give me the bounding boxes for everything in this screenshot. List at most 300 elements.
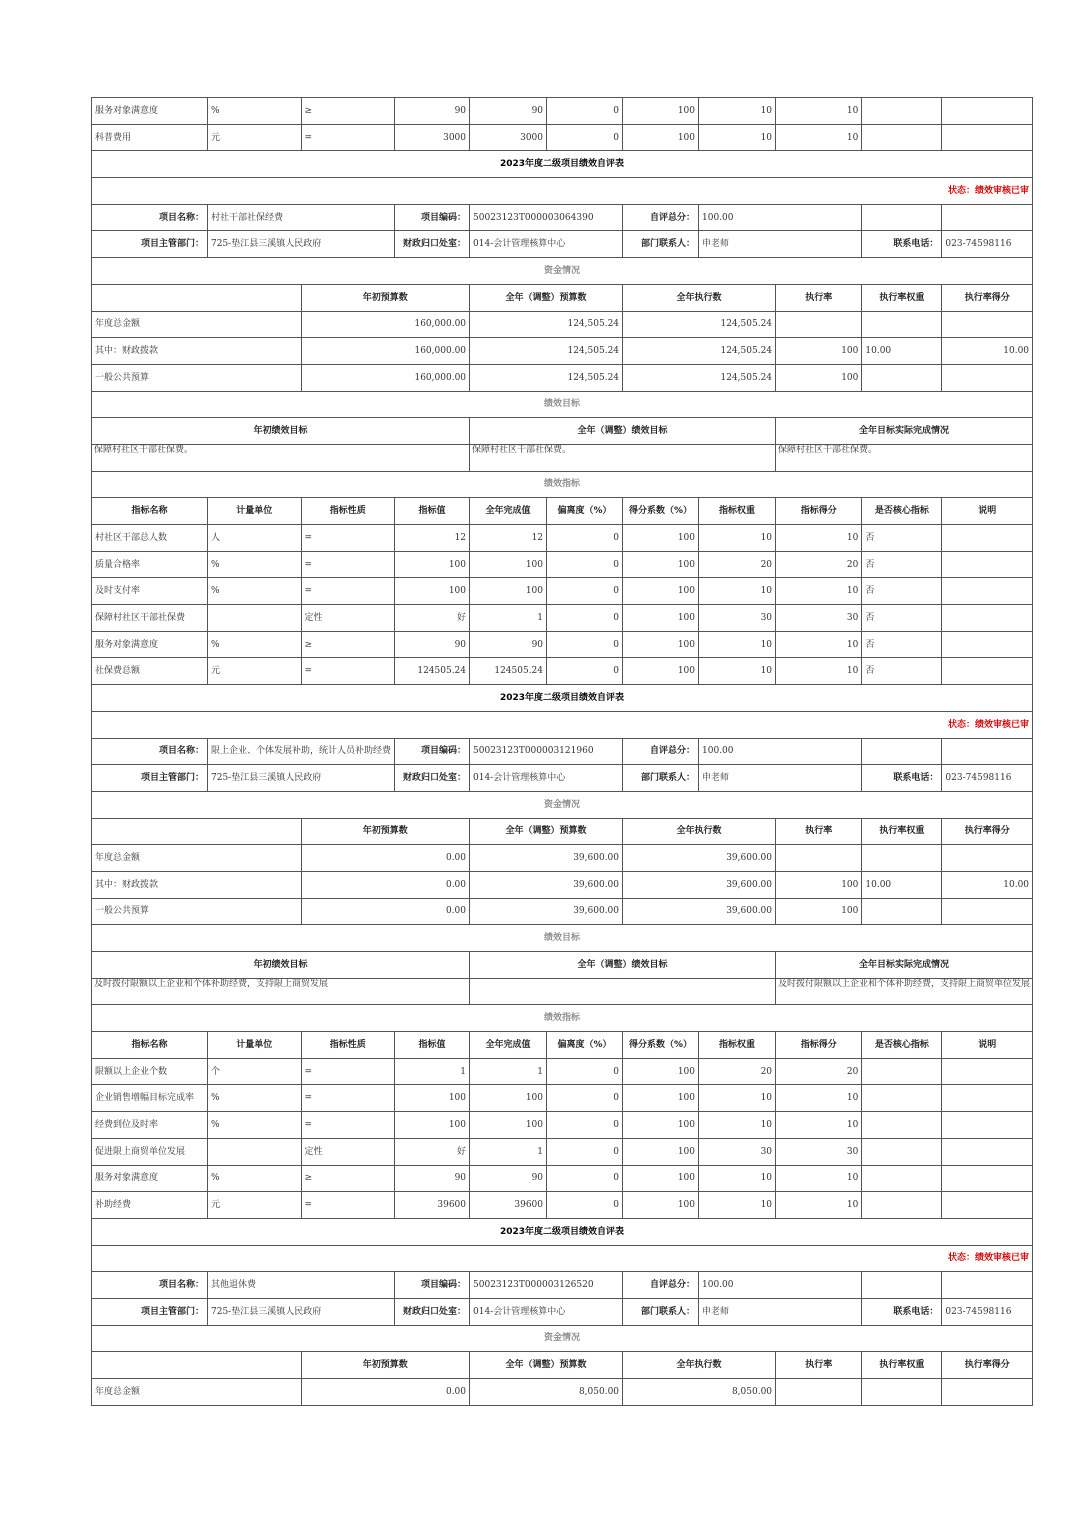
indicator-value: 1 (470, 1058, 547, 1085)
funds-row (92, 898, 1033, 925)
project-info-row (92, 1272, 1033, 1299)
dept-label: 项目主管部门： (92, 231, 208, 258)
indicator-row (92, 605, 1033, 632)
indicator-value: 10 (776, 631, 862, 658)
indicator-value: 12 (395, 525, 470, 552)
indicator-value: 39600 (470, 1192, 547, 1219)
funds-header: 执行率 (776, 284, 862, 311)
indicator-value: 否 (862, 525, 942, 552)
indicator-value: 否 (862, 658, 942, 685)
indicator-value: 100 (395, 1112, 470, 1139)
indicator-value: 30 (699, 1138, 776, 1165)
indicator-value: ≥ (301, 1165, 395, 1192)
indicator-value: 否 (862, 605, 942, 632)
funds-value: 10.00 (862, 871, 942, 898)
indicator-value: 0 (547, 1058, 623, 1085)
indicator-value: 10 (776, 1165, 862, 1192)
indicator-value: 0 (547, 631, 623, 658)
funds-title-row (92, 258, 1033, 285)
project-code-label: 项目编码： (395, 738, 470, 765)
indicator-header: 指标值 (395, 498, 470, 525)
indicator-value: 100 (623, 1085, 699, 1112)
phone-value: 023-74598116 (942, 1298, 1033, 1325)
funds-row (92, 845, 1033, 872)
indicator-value: 124505.24 (395, 658, 470, 685)
goal-text (470, 978, 776, 1005)
funds-value: 0.00 (301, 845, 470, 872)
dept-value: 725-垫江县三溪镇人民政府 (208, 1298, 395, 1325)
funds-value: 100 (776, 338, 862, 365)
indicator-name: 质量合格率 (92, 551, 208, 578)
indicator-row (92, 1112, 1033, 1139)
indicator-value (862, 98, 942, 125)
indicator-value: 100 (623, 525, 699, 552)
indicator-value: 定性 (301, 605, 395, 632)
funds-header: 全年（调整）预算数 (470, 284, 623, 311)
project-name: 其他退休费 (208, 1272, 395, 1299)
indicator-value (942, 1192, 1033, 1219)
phone-value: 023-74598116 (942, 765, 1033, 792)
indicator-value: 100 (470, 551, 547, 578)
indicator-value: 3000 (470, 124, 547, 151)
office-label: 财政归口处室： (395, 1298, 470, 1325)
indicator-value: = (301, 658, 395, 685)
funds-header: 全年（调整）预算数 (470, 818, 623, 845)
funds-section-title: 资金情况 (92, 791, 1033, 818)
dept-label: 项目主管部门： (92, 765, 208, 792)
indicator-value (862, 1085, 942, 1112)
funds-value (862, 1379, 942, 1406)
indicator-value: 3000 (395, 124, 470, 151)
indicator-header: 指标值 (395, 1032, 470, 1059)
department-row (92, 765, 1033, 792)
funds-label: 其中：财政拨款 (92, 871, 302, 898)
section-title-row (92, 685, 1033, 712)
funds-label: 其中：财政拨款 (92, 338, 302, 365)
indicator-value: 0 (547, 124, 623, 151)
indicator-value: ≥ (301, 631, 395, 658)
indicator-value: 10 (699, 631, 776, 658)
status-badge: 状态：绩效审核已审 (92, 178, 1033, 205)
contact-label: 部门联系人： (623, 231, 699, 258)
empty-cell (862, 204, 942, 231)
indicator-value: 元 (208, 658, 302, 685)
project-name-label: 项目名称： (92, 1272, 208, 1299)
funds-label: 年度总金额 (92, 845, 302, 872)
indicator-header: 得分系数（%） (623, 1032, 699, 1059)
office-value: 014-会计管理核算中心 (470, 1298, 623, 1325)
indicator-value (862, 1112, 942, 1139)
phone-label: 联系电话： (862, 1298, 942, 1325)
goals-header: 全年目标实际完成情况 (776, 952, 1033, 979)
office-label: 财政归口处室： (395, 765, 470, 792)
indicator-value: 30 (776, 605, 862, 632)
indicator-name: 经费到位及时率 (92, 1112, 208, 1139)
indicator-row (92, 124, 1033, 151)
funds-value (776, 311, 862, 338)
office-value: 014-会计管理核算中心 (470, 231, 623, 258)
funds-value: 124,505.24 (470, 338, 623, 365)
indicator-value: 元 (208, 1192, 302, 1219)
indicator-value: 10 (776, 98, 862, 125)
funds-header: 执行率得分 (942, 1352, 1033, 1379)
section-title: 2023年度二级项目绩效自评表 (92, 685, 1033, 712)
indicator-header: 指标权重 (699, 1032, 776, 1059)
funds-value: 39,600.00 (470, 871, 623, 898)
empty-cell (862, 738, 942, 765)
indicator-row (92, 551, 1033, 578)
indicator-header: 全年完成值 (470, 1032, 547, 1059)
funds-header: 年初预算数 (301, 1352, 470, 1379)
indicator-name: 补助经费 (92, 1192, 208, 1219)
funds-value (942, 845, 1033, 872)
empty-cell (942, 204, 1033, 231)
indicator-value: % (208, 98, 302, 125)
indicators-title-row (92, 1005, 1033, 1032)
goal-text: 及时拨付限额以上企业和个体补助经费，支持限上商贸单位发展 (776, 978, 1033, 1005)
contact-label: 部门联系人： (623, 765, 699, 792)
funds-value: 0.00 (301, 1379, 470, 1406)
indicator-header: 偏离度（%） (547, 498, 623, 525)
indicator-value: % (208, 1085, 302, 1112)
indicator-value: 20 (699, 551, 776, 578)
funds-value: 39,600.00 (470, 898, 623, 925)
funds-section-title: 资金情况 (92, 1325, 1033, 1352)
indicator-value: 10 (776, 124, 862, 151)
section-title-row (92, 151, 1033, 178)
section-title: 2023年度二级项目绩效自评表 (92, 1218, 1033, 1245)
indicator-value: 30 (776, 1138, 862, 1165)
indicator-value: 10 (699, 525, 776, 552)
indicator-value: % (208, 578, 302, 605)
indicator-name: 科普费用 (92, 124, 208, 151)
indicator-row (92, 658, 1033, 685)
indicator-value: 100 (623, 1192, 699, 1219)
funds-row (92, 1379, 1033, 1406)
indicator-value: 10 (776, 658, 862, 685)
funds-value (776, 1379, 862, 1406)
indicator-value: 100 (470, 1085, 547, 1112)
status-badge: 状态：绩效审核已审 (92, 711, 1033, 738)
indicator-value: 100 (623, 658, 699, 685)
indicator-value: 0 (547, 605, 623, 632)
indicator-value: 100 (623, 1112, 699, 1139)
funds-value: 10.00 (942, 338, 1033, 365)
funds-label: 一般公共预算 (92, 364, 302, 391)
indicator-value: 0 (547, 1112, 623, 1139)
funds-section-title: 资金情况 (92, 258, 1033, 285)
dept-label: 项目主管部门： (92, 1298, 208, 1325)
funds-row (92, 338, 1033, 365)
indicator-value: = (301, 1192, 395, 1219)
funds-row (92, 364, 1033, 391)
indicator-value: = (301, 124, 395, 151)
indicator-row (92, 525, 1033, 552)
status-row (92, 711, 1033, 738)
funds-value: 160,000.00 (301, 338, 470, 365)
funds-value: 10.00 (942, 871, 1033, 898)
indicator-value: 否 (862, 631, 942, 658)
indicator-value (942, 1085, 1033, 1112)
indicator-value: 90 (395, 1165, 470, 1192)
score-label: 自评总分： (623, 738, 699, 765)
phone-label: 联系电话： (862, 765, 942, 792)
funds-header: 执行率 (776, 818, 862, 845)
indicator-header: 指标得分 (776, 1032, 862, 1059)
funds-value: 0.00 (301, 898, 470, 925)
indicator-value: 定性 (301, 1138, 395, 1165)
funds-value: 39,600.00 (623, 898, 776, 925)
indicator-value: 100 (623, 578, 699, 605)
funds-value (862, 898, 942, 925)
section-title: 2023年度二级项目绩效自评表 (92, 151, 1033, 178)
indicator-value: 124505.24 (470, 658, 547, 685)
indicator-header: 是否核心指标 (862, 498, 942, 525)
self-evaluation-sheet (91, 97, 1033, 1406)
phone-label: 联系电话： (862, 231, 942, 258)
funds-value: 0.00 (301, 871, 470, 898)
indicator-value: 100 (395, 551, 470, 578)
goal-text: 保障村社区干部社保费。 (470, 444, 776, 471)
indicator-value (942, 605, 1033, 632)
indicator-value (942, 578, 1033, 605)
funds-header (92, 284, 302, 311)
funds-header: 执行率权重 (862, 1352, 942, 1379)
funds-row (92, 871, 1033, 898)
indicator-header: 指标性质 (301, 498, 395, 525)
funds-header: 全年执行数 (623, 284, 776, 311)
indicator-header: 是否核心指标 (862, 1032, 942, 1059)
goals-row (92, 978, 1033, 1005)
indicator-name: 及时支付率 (92, 578, 208, 605)
indicator-value: 1 (470, 1138, 547, 1165)
indicator-row (92, 631, 1033, 658)
indicator-row (92, 98, 1033, 125)
indicator-value: 10 (699, 1165, 776, 1192)
funds-value (942, 311, 1033, 338)
indicator-value: 100 (395, 578, 470, 605)
office-value: 014-会计管理核算中心 (470, 765, 623, 792)
funds-value: 100 (776, 898, 862, 925)
project-info-row (92, 738, 1033, 765)
funds-title-row (92, 791, 1033, 818)
indicator-value: 10 (776, 1192, 862, 1219)
project-name: 村社干部社保经费 (208, 204, 395, 231)
goals-header: 全年（调整）绩效目标 (470, 952, 776, 979)
indicator-value: 0 (547, 1165, 623, 1192)
indicator-value: 0 (547, 98, 623, 125)
goals-section-title: 绩效目标 (92, 391, 1033, 418)
funds-value: 124,505.24 (470, 311, 623, 338)
indicator-value: 0 (547, 1192, 623, 1219)
indicator-value: 否 (862, 578, 942, 605)
indicator-value (942, 525, 1033, 552)
indicator-name: 保障村社区干部社保费 (92, 605, 208, 632)
indicator-value: 人 (208, 525, 302, 552)
indicator-value: 90 (470, 98, 547, 125)
indicator-value: 90 (395, 98, 470, 125)
indicator-value: 元 (208, 124, 302, 151)
project-info-row (92, 204, 1033, 231)
indicator-header: 计量单位 (208, 1032, 302, 1059)
funds-value: 124,505.24 (623, 364, 776, 391)
funds-value (862, 311, 942, 338)
score-label: 自评总分： (623, 1272, 699, 1299)
goal-text: 及时拨付限额以上企业和个体补助经费，支持限上商贸发展 (92, 978, 470, 1005)
funds-header: 全年执行数 (623, 818, 776, 845)
indicator-value: = (301, 525, 395, 552)
indicator-value (942, 631, 1033, 658)
indicator-header: 指标名称 (92, 1032, 208, 1059)
indicators-section-title: 绩效指标 (92, 1005, 1033, 1032)
indicator-value (942, 1058, 1033, 1085)
funds-value (942, 898, 1033, 925)
indicator-name: 服务对象满意度 (92, 1165, 208, 1192)
funds-value: 160,000.00 (301, 311, 470, 338)
indicator-row (92, 1085, 1033, 1112)
funds-header: 年初预算数 (301, 818, 470, 845)
indicator-value: 10 (699, 1112, 776, 1139)
project-code: 50023123T000003064390 (470, 204, 623, 231)
goals-row (92, 444, 1033, 471)
project-name: 限上企业、个体发展补助，统计人员补助经费 (208, 738, 395, 765)
indicator-value: 否 (862, 551, 942, 578)
goals-header: 年初绩效目标 (92, 418, 470, 445)
indicator-header: 指标得分 (776, 498, 862, 525)
indicator-name: 服务对象满意度 (92, 98, 208, 125)
contact-label: 部门联系人： (623, 1298, 699, 1325)
indicator-value (942, 1165, 1033, 1192)
indicator-value: 20 (699, 1058, 776, 1085)
funds-value: 124,505.24 (470, 364, 623, 391)
indicator-value: 0 (547, 1085, 623, 1112)
funds-value (862, 364, 942, 391)
indicator-value: 10 (699, 1192, 776, 1219)
score-label: 自评总分： (623, 204, 699, 231)
indicator-value (862, 1192, 942, 1219)
indicator-value: 好 (395, 1138, 470, 1165)
indicator-value: = (301, 1058, 395, 1085)
project-name-label: 项目名称： (92, 738, 208, 765)
department-row (92, 1298, 1033, 1325)
funds-value (942, 1379, 1033, 1406)
score-value: 100.00 (699, 738, 862, 765)
funds-header-row (92, 1352, 1033, 1379)
funds-label: 年度总金额 (92, 311, 302, 338)
indicators-title-row (92, 471, 1033, 498)
empty-cell (942, 738, 1033, 765)
indicator-header: 全年完成值 (470, 498, 547, 525)
indicator-value: 1 (470, 605, 547, 632)
score-value: 100.00 (699, 204, 862, 231)
project-code: 50023123T000003121960 (470, 738, 623, 765)
indicator-value: 100 (470, 578, 547, 605)
indicator-header: 说明 (942, 1032, 1033, 1059)
indicator-value: 100 (623, 1058, 699, 1085)
goals-title-row (92, 391, 1033, 418)
indicator-name: 企业销售增幅目标完成率 (92, 1085, 208, 1112)
indicator-value: 0 (547, 551, 623, 578)
indicator-value (942, 98, 1033, 125)
indicator-value: 10 (699, 124, 776, 151)
project-code: 50023123T000003126520 (470, 1272, 623, 1299)
goals-header-row (92, 952, 1033, 979)
score-value: 100.00 (699, 1272, 862, 1299)
indicator-name: 村社区干部总人数 (92, 525, 208, 552)
funds-header: 执行率权重 (862, 284, 942, 311)
indicator-value: 10 (776, 1112, 862, 1139)
indicators-header-row (92, 498, 1033, 525)
indicator-value: = (301, 1085, 395, 1112)
funds-title-row (92, 1325, 1033, 1352)
funds-value: 8,050.00 (470, 1379, 623, 1406)
goal-text: 保障村社区干部社保费。 (776, 444, 1033, 471)
indicator-value: 12 (470, 525, 547, 552)
department-row (92, 231, 1033, 258)
goals-header: 年初绩效目标 (92, 952, 470, 979)
indicator-value (942, 124, 1033, 151)
indicator-row (92, 1192, 1033, 1219)
indicator-value (208, 1138, 302, 1165)
contact-value: 申老师 (699, 231, 862, 258)
funds-value: 160,000.00 (301, 364, 470, 391)
goals-section-title: 绩效目标 (92, 925, 1033, 952)
indicator-value: 10 (699, 1085, 776, 1112)
indicator-value: 0 (547, 525, 623, 552)
indicator-value: 30 (699, 605, 776, 632)
indicator-name: 促进限上商贸单位发展 (92, 1138, 208, 1165)
funds-value: 100 (776, 364, 862, 391)
indicator-value: 0 (547, 1138, 623, 1165)
indicator-value: 20 (776, 1058, 862, 1085)
funds-value (942, 364, 1033, 391)
indicator-value (862, 1165, 942, 1192)
contact-value: 申老师 (699, 765, 862, 792)
goals-header: 全年目标实际完成情况 (776, 418, 1033, 445)
indicator-name: 社保费总额 (92, 658, 208, 685)
funds-value (776, 845, 862, 872)
indicator-row (92, 1058, 1033, 1085)
funds-header: 执行率得分 (942, 818, 1033, 845)
indicator-value: 100 (623, 1138, 699, 1165)
indicator-row (92, 1165, 1033, 1192)
indicator-value (942, 551, 1033, 578)
indicator-value: 10 (776, 1085, 862, 1112)
funds-header: 年初预算数 (301, 284, 470, 311)
indicator-value: = (301, 1112, 395, 1139)
indicator-value: = (301, 578, 395, 605)
indicator-value (862, 1138, 942, 1165)
indicator-value: 90 (395, 631, 470, 658)
funds-value: 39,600.00 (623, 871, 776, 898)
indicator-value: 20 (776, 551, 862, 578)
funds-header: 全年执行数 (623, 1352, 776, 1379)
indicator-header: 偏离度（%） (547, 1032, 623, 1059)
indicator-value (942, 658, 1033, 685)
funds-header: 全年（调整）预算数 (470, 1352, 623, 1379)
status-row (92, 178, 1033, 205)
indicator-value: 好 (395, 605, 470, 632)
section-title-row (92, 1218, 1033, 1245)
indicator-value (208, 605, 302, 632)
status-badge: 状态：绩效审核已审 (92, 1245, 1033, 1272)
indicator-value: 0 (547, 658, 623, 685)
indicator-value (942, 1138, 1033, 1165)
indicator-value: % (208, 631, 302, 658)
dept-value: 725-垫江县三溪镇人民政府 (208, 765, 395, 792)
funds-header: 执行率权重 (862, 818, 942, 845)
indicator-value: 1 (395, 1058, 470, 1085)
